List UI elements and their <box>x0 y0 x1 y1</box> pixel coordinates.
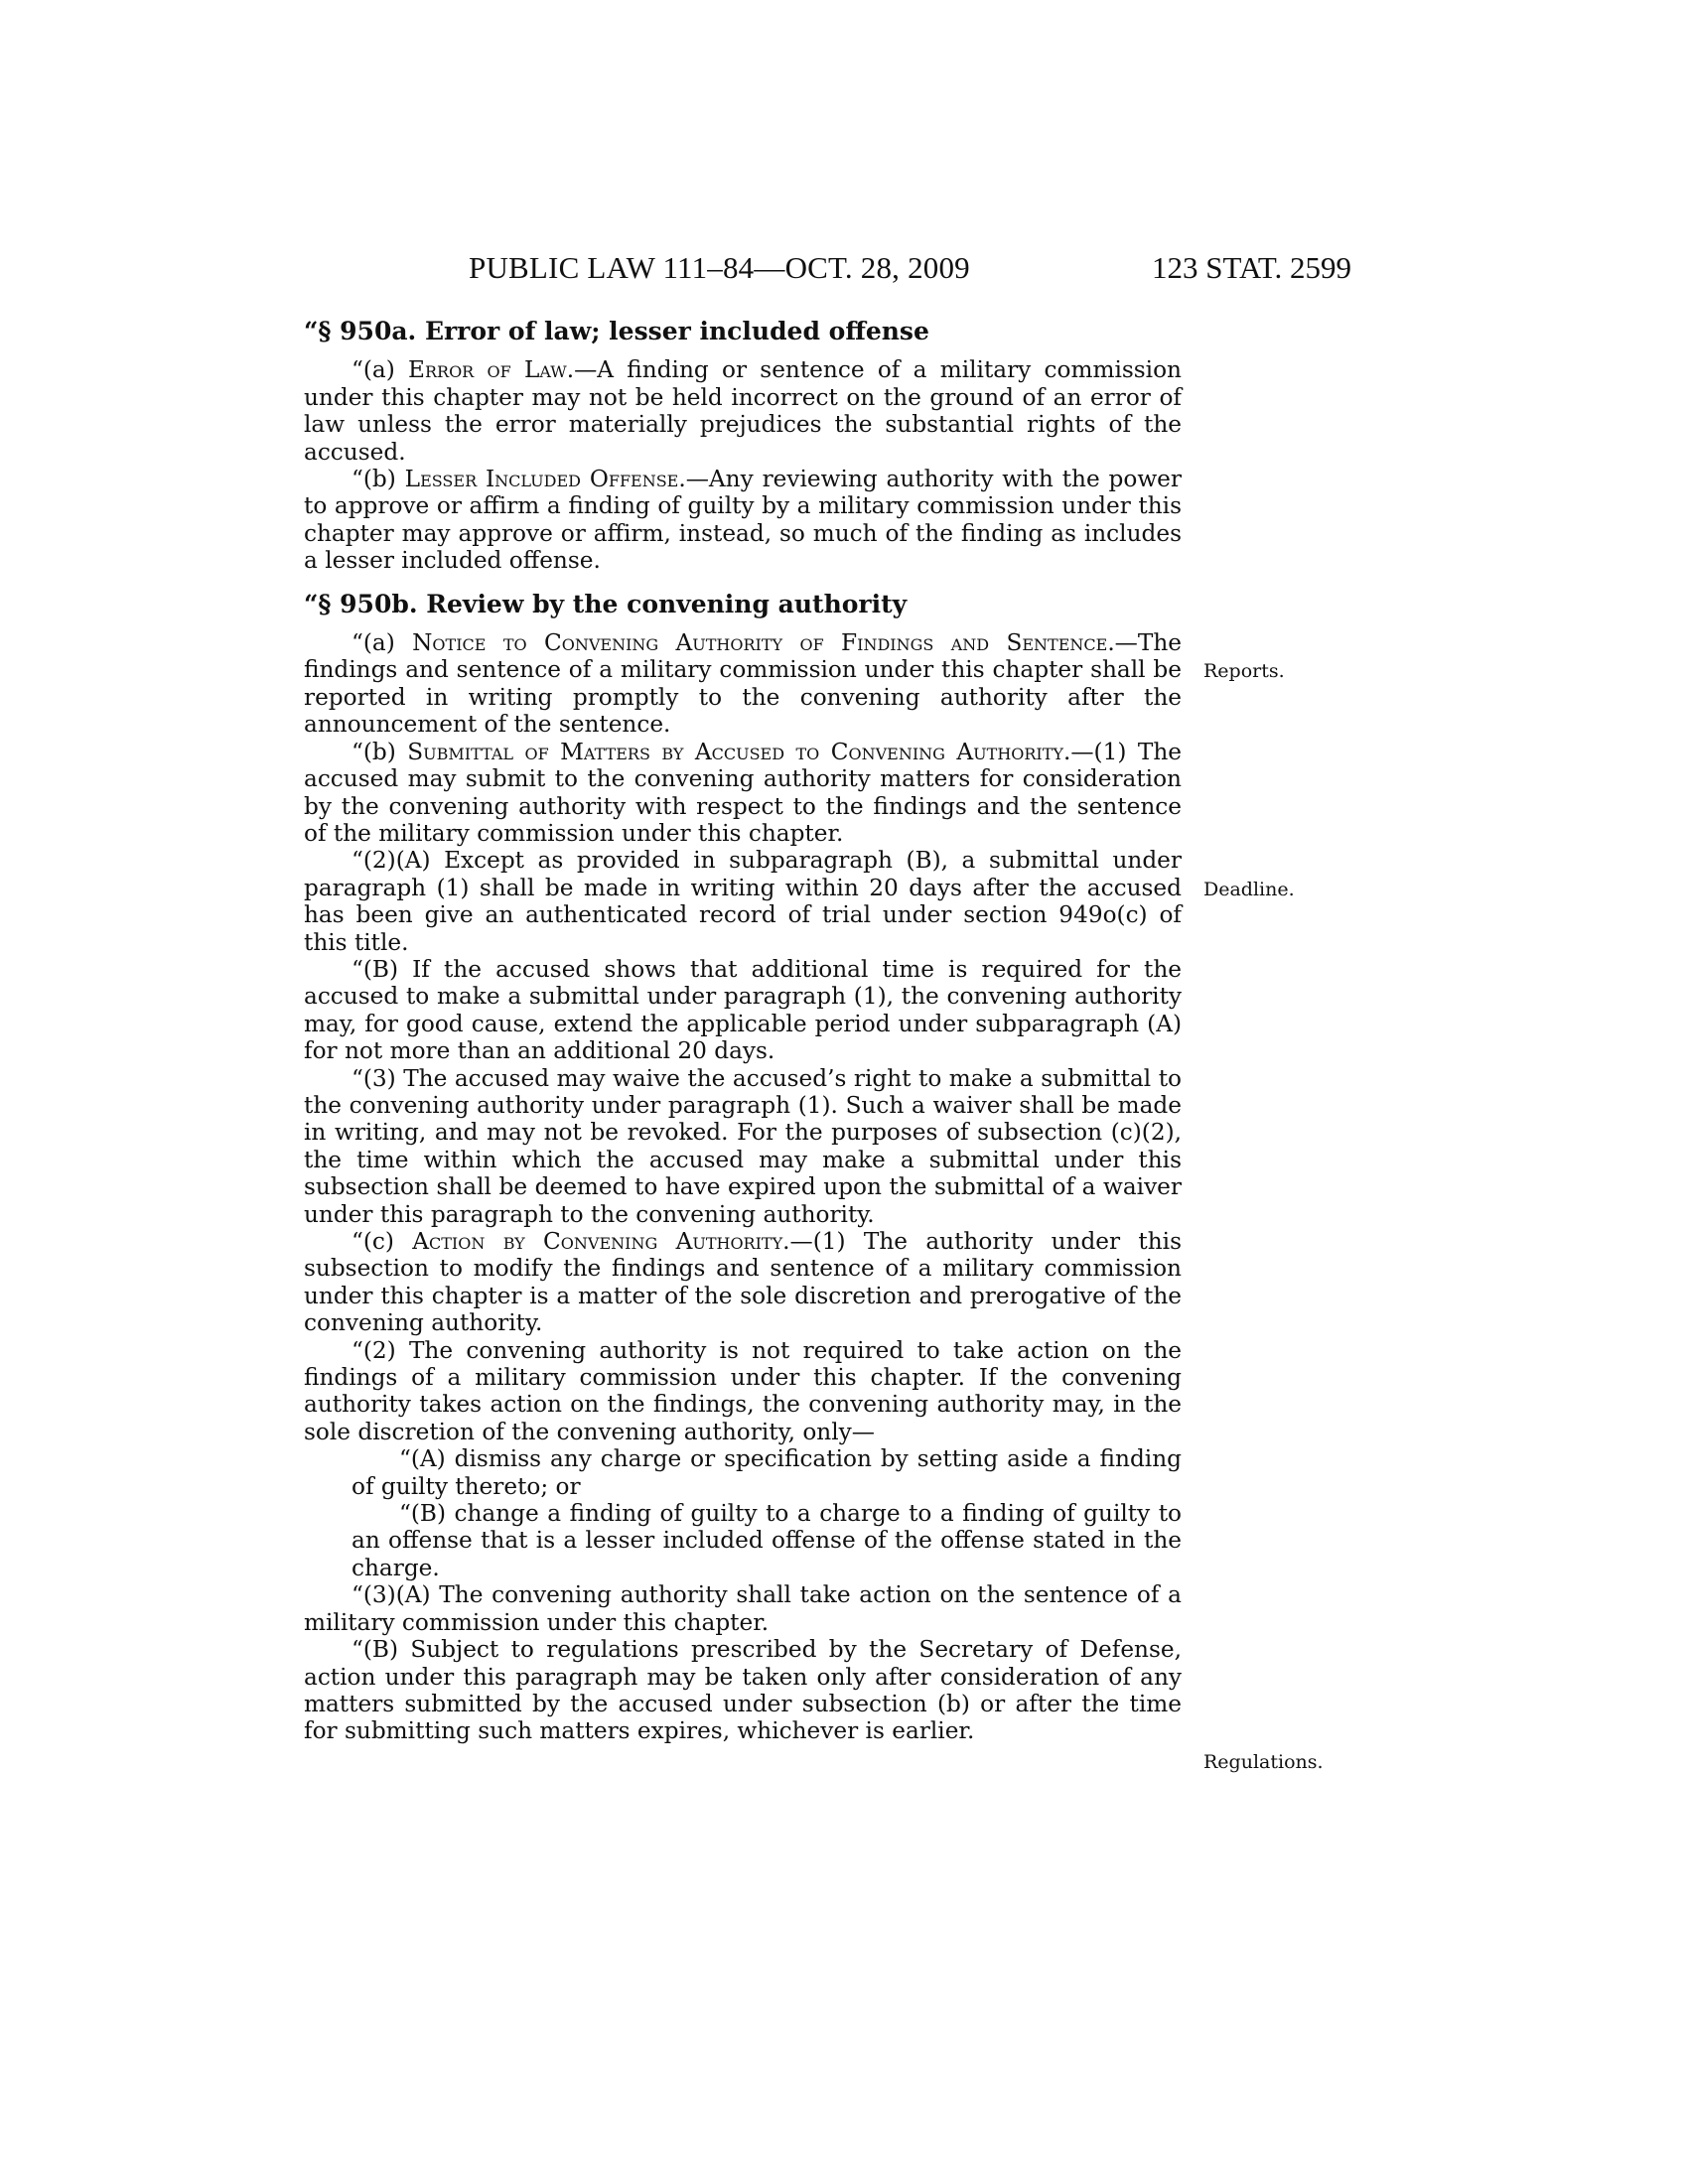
paragraph-caption: Error of Law <box>408 356 567 384</box>
statute-page-number: 123 STAT. 2599 <box>1152 250 1352 285</box>
paragraph-950b-c2b: “(B) change a finding of guilty to a charge to a finding of guilty to an offense that is a lesser included offense of the offense stated in the charge. <box>352 1500 1182 1581</box>
margin-note-reports: Reports. <box>1203 660 1285 682</box>
paragraph-lead: “(b) <box>352 738 408 765</box>
paragraph-950b-b2b: “(B) If the accused shows that additional time is required for the accused to make a submittal under paragraph (1), the convening authority may, for good cause, extend the applicable period under subparagraph (A) for not more than an additional 20 days. <box>304 955 1182 1065</box>
paragraph-text: .—(1) The accused may submit to the convening authority matters for consideration by the convening authority with respect to the findings and the sentence of the military commission under this chapter. <box>304 738 1182 847</box>
paragraph-text: .—A finding or sentence of a military commission under this chapter may not be held incorrect on the ground of an error of law unless the error materially prejudices the substantial rights of the accused. <box>304 356 1182 466</box>
paragraph-text: .—The findings and sentence of a military commission under this chapter shall be reported in writing promptly to the convening authority after the announcement of the sentence. <box>304 629 1182 739</box>
paragraph-950b-a <box>304 629 1182 739</box>
paragraph-950b-c2: “(2) The convening authority is not required to take action on the findings of a military commission under this chapter. If the convening authority takes action on the findings, the convening authority may, in the sole discretion of the convening authority, only— <box>304 1336 1182 1445</box>
body-text <box>304 318 1182 1745</box>
paragraph-lead: “(a) <box>352 356 409 384</box>
paragraph-caption: Action by Convening Authority <box>412 1228 783 1255</box>
paragraph-950b-c2a: “(A) dismiss any charge or specification by setting aside a finding of guilty thereto; or <box>352 1445 1182 1500</box>
paragraph-text: .—Any reviewing authority with the power to approve or affirm a finding of guilty by a military commission under this chapter may approve or affirm, instead, so much of the finding as includes a lesser included offense. <box>304 466 1182 575</box>
paragraph-caption: Notice to Convening Authority of Findings and Sentence <box>412 629 1108 657</box>
paragraph-950b-c1 <box>304 1228 1182 1337</box>
paragraph-950b-b1 <box>304 739 1182 848</box>
page-header <box>0 250 1688 290</box>
paragraph-950b-c3b: “(B) Subject to regulations prescribed by the Secretary of Defense, action under this paragraph may be taken only after consideration of any matters submitted by the accused under subsection (b) or after the time for submitting such matters expires, whichever is earlier. <box>304 1636 1182 1745</box>
paragraph-950b-c3a: “(3)(A) The convening authority shall take action on the sentence of a military commission under this chapter. <box>304 1581 1182 1636</box>
paragraph-lead: “(c) <box>352 1228 413 1255</box>
paragraph-950a-a <box>304 356 1182 466</box>
paragraph-text: .—(1) The authority under this subsection to modify the findings and sentence of a military commission under this chapter is a matter of the sole discretion and prerogative of the convening authority. <box>304 1228 1182 1337</box>
paragraph-950b-b3: “(3) The accused may waive the accused’s right to make a submittal to the convening authority under paragraph (1). Such a waiver shall be made in writing, and may not be revoked. For the purposes of subsection (c)(2), the time within which the accused may make a submittal under this subsection shall be deemed to have expired upon the submittal of a waiver under this paragraph to the convening authority. <box>304 1064 1182 1228</box>
section-heading-950b: “§ 950b. Review by the convening authority <box>304 589 908 618</box>
paragraph-lead: “(b) <box>352 466 405 493</box>
margin-note-deadline: Deadline. <box>1203 879 1295 900</box>
paragraph-950b-b2a: “(2)(A) Except as provided in subparagraph (B), a submittal under paragraph (1) shall be made in writing within 20 days after the accused has been give an authenticated record of trial under section 949o(c) of this title. <box>304 847 1182 956</box>
paragraph-950a-b <box>304 466 1182 575</box>
paragraph-lead: “(a) <box>352 629 413 657</box>
public-law-citation: PUBLIC LAW 111–84—OCT. 28, 2009 <box>469 250 970 285</box>
margin-note-regulations: Regulations. <box>1203 1751 1324 1773</box>
paragraph-caption: Submittal of Matters by Accused to Convening Authority <box>407 738 1063 765</box>
paragraph-caption: Lesser Included Offense <box>404 466 679 493</box>
section-heading-950a: “§ 950a. Error of law; lesser included offense <box>304 317 929 345</box>
